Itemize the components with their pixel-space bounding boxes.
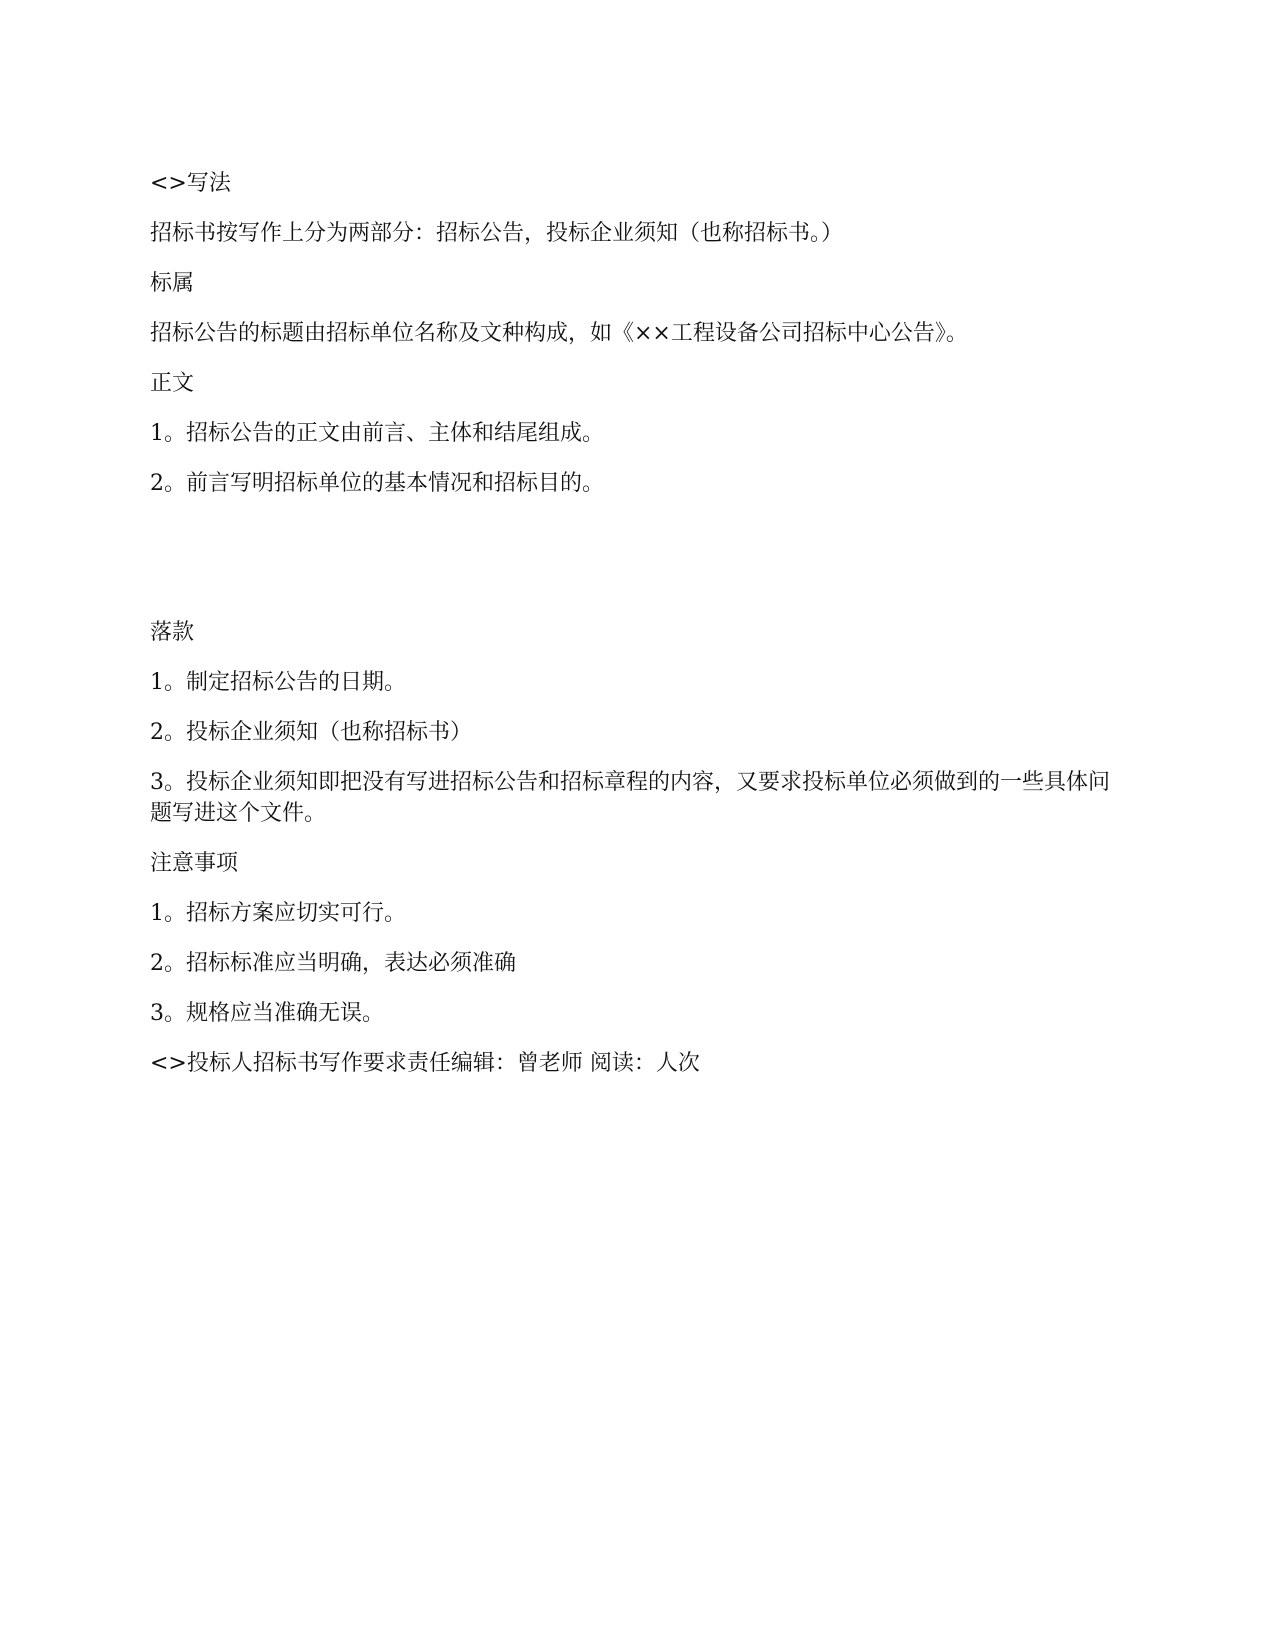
section-heading-title: 标属 (150, 271, 195, 296)
section-heading-body: 正文 (150, 371, 195, 396)
list-item-signature-1: 1。制定招标公告的日期。 (150, 670, 406, 695)
list-item-notes-2: 2。招标标准应当明确，表达必须准确 (150, 951, 516, 976)
list-item-notes-3: 3。规格应当准确无误。 (150, 1001, 384, 1026)
list-item-signature-3: 3。投标企业须知即把没有写进招标公告和招标章程的内容，又要求投标单位必须做到的一些具体问题写进这个文件。 (150, 770, 1111, 826)
list-item-body-1: 1。招标公告的正文由前言、主体和结尾组成。 (150, 421, 604, 446)
list-item-body-2: 2。前言写明招标单位的基本情况和招标目的。 (150, 471, 604, 496)
list-item-signature-2: 2。投标企业须知（也称招标书） (150, 720, 472, 745)
paragraph-structure: 招标书按写作上分为两部分：招标公告，投标企业须知（也称招标书。） (150, 221, 844, 246)
list-item-notes-1: 1。招标方案应切实可行。 (150, 901, 406, 926)
footer-editor-line: <>投标人招标书写作要求责任编辑：曾老师 阅读：人次 (150, 1051, 700, 1076)
section-heading-notes: 注意事项 (150, 851, 239, 876)
paragraph-title-description: 招标公告的标题由招标单位名称及文种构成，如《××工程设备公司招标中心公告》。 (150, 321, 968, 346)
section-heading-signature: 落款 (150, 620, 195, 645)
section-heading-writing: <>写法 (150, 171, 231, 196)
